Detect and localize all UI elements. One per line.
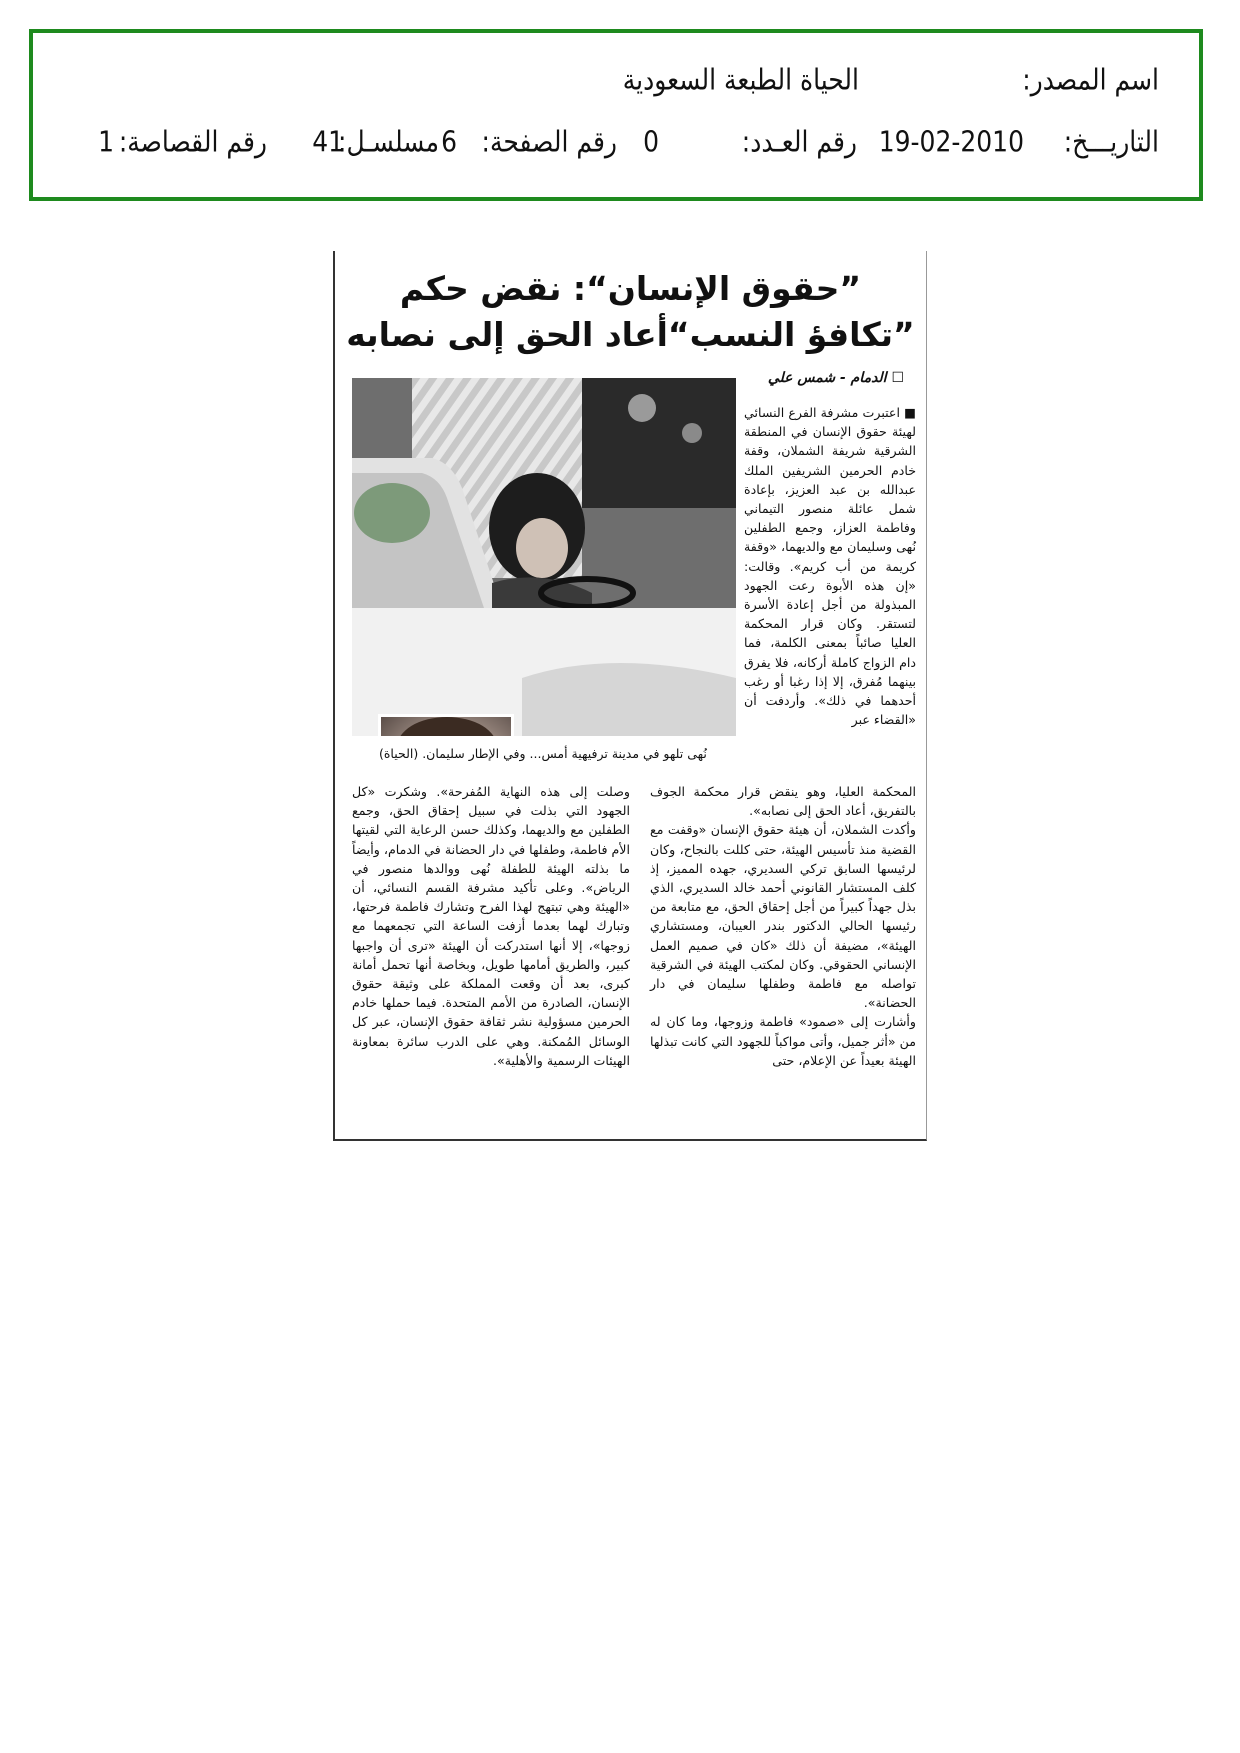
paragraph-commission: وأكدت الشملان، أن هيئة حقوق الإنسان «وقفت مع القضية منذ تأسيس الهيئة، حتى كللت بالنجاح، وكان لرئيسها السابق تركي السديري، جهده المميز، إذ كلف المستشار القانوني أحمد خالد السديري، الذي بذل جهداً كبيراً من أجل إحقاق الحق، مع متابعة من رئيسها الحالي الدكتور بندر العيبان، ومستشاري الهيئة»، مضيفة أن ذلك «كان في صميم العمل الإنساني الحقوقي. وكان لمكتب الهيئة في الشرقية تواصله مع فاطمة وطفلها سليمان في دار الحضانة».	[650, 822, 916, 1011]
headline-line-2: ”تكافؤ النسب“أعاد الحق إلى نصابه	[346, 315, 915, 354]
article-photo	[352, 378, 736, 736]
page-value: 6	[441, 124, 457, 159]
issue-label: رقم العـدد:	[741, 124, 857, 159]
source-info-box	[29, 29, 1203, 201]
paragraph-intro: ■ اعتبرت مشرفة الفرع النسائي لهيئة حقوق الإنسان في المنطقة الشرقية شريفة الشملان، وقفة خادم الحرمين الشريفين الملك عبدالله بن عبد العزيز، بإعادة شمل عائلة منصور التيماني وفاطمة العزاز، وجمع الطفلين نُهى وسليمان مع والديهما، «وقفة كريمة من أب كريم». وقالت: «إن هذه الأبوة رعت الجهود المبذولة من أجل إعادة الأسرة لتستقر. وكان قرار المحكمة العليا صائباً بمعنى الكلمة، فما دام الزواج كاملة أركانه، فلا يفرق بينهما مُفرق، إلا إذا رغبا أو رغب أحدهما في ذلك». وأردفت أن «القضاء عبر	[744, 405, 916, 728]
article-column-left	[352, 782, 630, 1070]
issue-value: 0	[643, 124, 659, 159]
byline: ☐ الدمام - شمس علي	[767, 370, 904, 386]
source-label: اسم المصدر:	[1022, 62, 1159, 97]
headline-line-1: ”حقوق الإنسان“: نقض حكم	[399, 269, 862, 308]
photo-caption: نُهى تلهو في مدينة ترفيهية أمس... وفي الإطار سليمان. (الحياة)	[379, 746, 707, 761]
boy-face-image	[381, 717, 511, 736]
serial-value: 41	[312, 124, 344, 159]
boy-portrait-inset	[378, 714, 514, 736]
girl-in-ride-photo	[352, 378, 736, 736]
date-label: التاريـــخ:	[1063, 124, 1159, 159]
clip-number-label: رقم القصاصة:	[118, 124, 267, 159]
newspaper-clipping	[333, 251, 927, 1141]
clip-number-value: 1	[98, 124, 114, 159]
date-value: 19-02-2010	[878, 124, 1024, 159]
page-label: رقم الصفحة:	[481, 124, 617, 159]
serial-label: مسلسـل:	[338, 124, 439, 159]
paragraph-court-decision: المحكمة العليا، وهو ينقض قرار محكمة الجوف بالتفريق، أعاد الحق إلى نصابه».	[650, 784, 916, 819]
paragraph-thanks: وصلت إلى هذه النهاية المُفرحة». وشكرت «كل الجهود التي بذلت في سبيل إحقاق الحق، وجمع الطفلين مع والديهما، وكذلك حسن الرعاية التي لقيتها الأم فاطمة، وطفلها في دار الحضانة في الدمام، وأيضاً ما بذلته الهيئة للطفلة نُهى ووالدها منصور في الرياض». وعلى تأكيد مشرفة القسم النسائي، أن «الهيئة وهي تبتهج لهذا الفرح وتشارك فاطمة فرحتها، وتبارك لهما بعدما أزفت الساعة التي تجمعهما مع زوجها»، إلا أنها استدركت أن الهيئة «ترى أن واجبها كبير، والطريق أمامها طويل، وبخاصة أنها تحمل أمانة كبرى، بعد أن وقعت المملكة على وثيقة حقوق الإنسان، الصادرة من الأمم المتحدة. فيما حملها خادم الحرمين مسؤولية نشر ثقافة حقوق الإنسان، عبر كل الوسائل المُمكنة. وهي على الدرب سائرة بمعاونة الهيئات الرسمية والأهلية».	[352, 784, 630, 1068]
article-column-right-top	[744, 403, 916, 729]
paragraph-perseverance: وأشارت إلى «صمود» فاطمة وزوجها، وما كان له من «أثر جميل، وأتى مواكباً للجهود التي كانت تبذلها الهيئة بعيداً عن الإعلام، حتى	[650, 1014, 916, 1068]
source-value: الحياة الطبعة السعودية	[622, 62, 859, 97]
article-column-right-bottom	[650, 782, 916, 1070]
